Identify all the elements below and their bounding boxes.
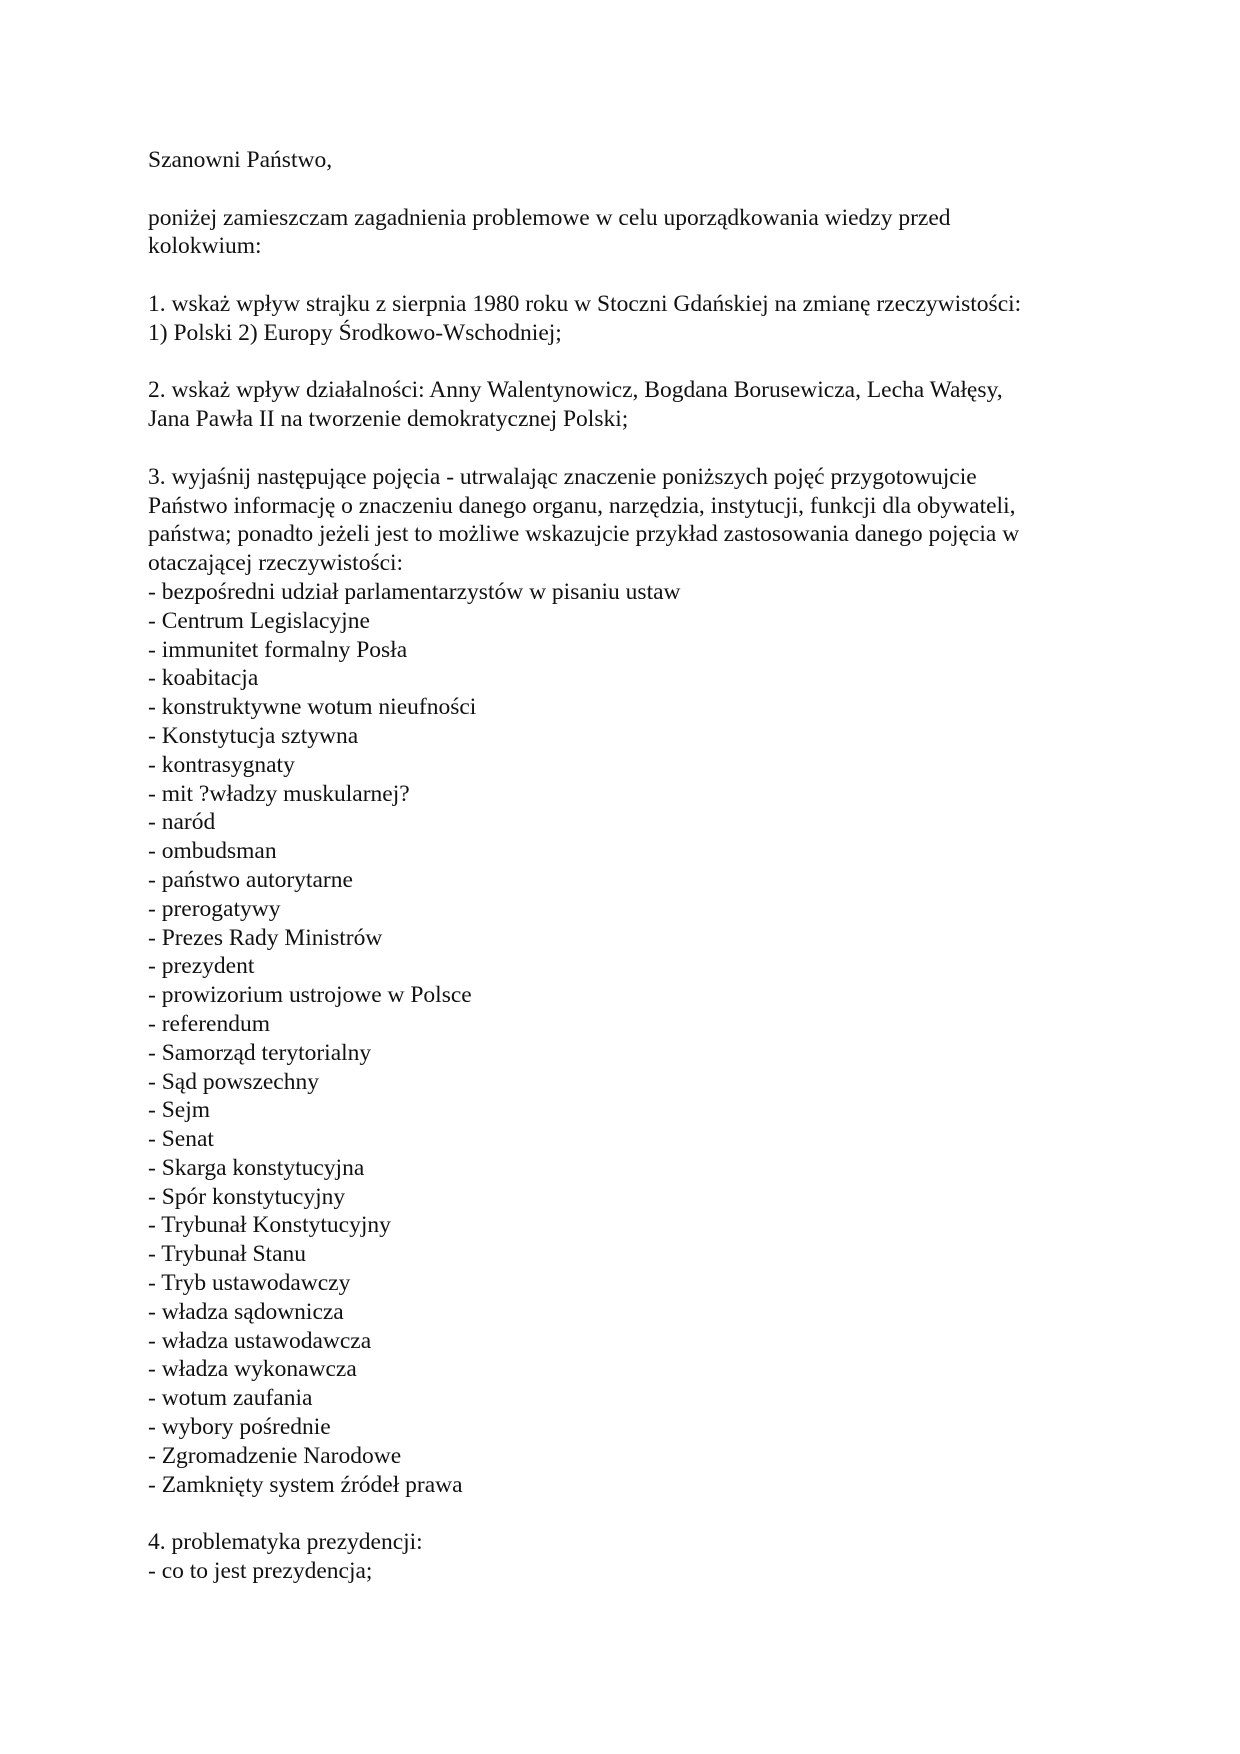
list-item: - Senat	[148, 1126, 214, 1153]
intro-line: poniżej zamieszczam zagadnienia problemowe w celu uporządkowania wiedzy przed	[148, 204, 951, 231]
list-item: - Prezes Rady Ministrów	[148, 924, 383, 951]
list-item: - Spór konstytucyjny	[148, 1183, 346, 1210]
list-item: - co to jest prezydencja;	[148, 1558, 373, 1585]
list-item: - Konstytucja sztywna	[148, 722, 359, 749]
list-item: - władza wykonawcza	[148, 1356, 357, 1383]
question-1-line: 1) Polski 2) Europy Środkowo-Wschodniej;	[148, 319, 562, 346]
list-item: - Skarga konstytucyjna	[148, 1154, 365, 1181]
list-item: - Sąd powszechny	[148, 1068, 319, 1095]
question-2-line: 2. wskaż wpływ działalności: Anny Walentynowicz, Bogdana Borusewicza, Lecha Wałęsy,	[148, 377, 1003, 404]
intro-paragraph	[148, 204, 1108, 262]
question-2-line: Jana Pawła II na tworzenie demokratycznej Polski;	[148, 406, 629, 433]
list-item: - Trybunał Stanu	[148, 1241, 306, 1268]
list-item: - koabitacja	[148, 665, 259, 692]
question-2	[148, 376, 1108, 434]
list-item: - bezpośredni udział parlamentarzystów w pisaniu ustaw	[148, 578, 681, 605]
list-item: - Sejm	[148, 1097, 211, 1124]
list-item: - prerogatywy	[148, 895, 281, 922]
list-item: - Trybunał Konstytucyjny	[148, 1212, 391, 1239]
spacer	[148, 348, 1108, 377]
list-item: - Zgromadzenie Narodowe	[148, 1442, 402, 1469]
list-item: - Tryb ustawodawczy	[148, 1270, 351, 1297]
spacer	[148, 434, 1108, 463]
question-3-line: otaczającej rzeczywistości:	[148, 550, 404, 577]
question-4-list	[148, 1557, 1108, 1586]
question-3-line: Państwo informację o znaczeniu danego organu, narzędzia, instytucji, funkcji dla obywateli,	[148, 492, 1016, 519]
list-item: - prezydent	[148, 953, 255, 980]
spacer	[148, 175, 1108, 204]
document-page	[148, 146, 1108, 1586]
list-item: - władza ustawodawcza	[148, 1327, 372, 1354]
list-item: - Samorząd terytorialny	[148, 1039, 372, 1066]
list-item: - Centrum Legislacyjne	[148, 607, 370, 634]
list-item: - państwo autorytarne	[148, 866, 353, 893]
question-1-line: 1. wskaż wpływ strajku z sierpnia 1980 roku w Stoczni Gdańskiej na zmianę rzeczywistości:	[148, 290, 1022, 317]
list-item: - kontrasygnaty	[148, 751, 295, 778]
question-3	[148, 463, 1108, 1500]
list-item: - ombudsman	[148, 838, 277, 865]
spacer	[148, 1499, 1108, 1528]
greeting: Szanowni Państwo,	[148, 147, 333, 173]
question-3-line: państwa; ponadto jeżeli jest to możliwe wskazujcie przykład zastosowania danego pojęcia w	[148, 521, 1020, 548]
intro-line: kolokwium:	[148, 233, 262, 260]
spacer	[148, 261, 1108, 290]
list-item: - Zamknięty system źródeł prawa	[148, 1471, 463, 1498]
list-item: - wotum zaufania	[148, 1385, 313, 1412]
question-1	[148, 290, 1108, 348]
list-item: - immunitet formalny Posła	[148, 636, 408, 663]
list-item: - referendum	[148, 1010, 270, 1037]
list-item: - naród	[148, 809, 216, 836]
list-item: - konstruktywne wotum nieufności	[148, 694, 477, 721]
list-item: - wybory pośrednie	[148, 1414, 331, 1441]
question-4-heading: 4. problematyka prezydencji:	[148, 1529, 423, 1556]
list-item: - prowizorium ustrojowe w Polsce	[148, 982, 472, 1009]
question-3-line: 3. wyjaśnij następujące pojęcia - utrwalając znaczenie poniższych pojęć przygotowujcie	[148, 463, 977, 490]
list-item: - władza sądownicza	[148, 1298, 344, 1325]
list-item: - mit ?władzy muskularnej?	[148, 780, 410, 807]
question-4	[148, 1528, 1108, 1586]
term-list	[148, 578, 1108, 1500]
